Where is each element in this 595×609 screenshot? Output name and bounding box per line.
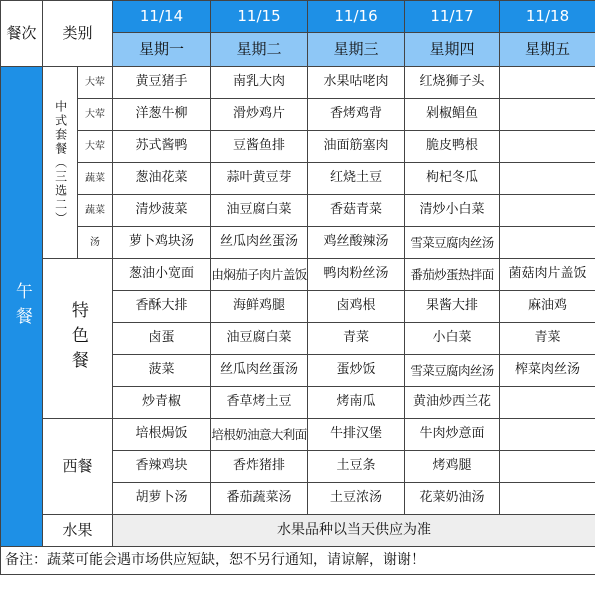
date-header-wed: 11/16 [308, 1, 405, 33]
dish-cell: 番茄蔬菜汤 [211, 483, 308, 515]
dish-cell: 鸭肉粉丝汤 [308, 259, 405, 291]
dish-cell: 果酱大排 [405, 291, 500, 323]
dish-cell: 鸡丝酸辣汤 [308, 227, 405, 259]
chinese-set-row [1, 163, 595, 195]
dish-cell: 卤蛋 [113, 323, 211, 355]
dish-cell: 萝卜鸡块汤 [113, 227, 211, 259]
dish-cell [500, 483, 595, 515]
weekday-header-tue: 星期二 [211, 33, 308, 67]
dish-cell: 胡萝卜汤 [113, 483, 211, 515]
western-label: 西餐 [43, 419, 113, 515]
dish-cell: 油面筋塞肉 [308, 131, 405, 163]
weekday-header-mon: 星期一 [113, 33, 211, 67]
dish-subtype-label: 蔬菜 [78, 195, 113, 227]
dish-cell-empty [500, 163, 595, 195]
dish-cell: 丝瓜肉丝蛋汤 [211, 355, 308, 387]
dish-cell: 菠菜 [113, 355, 211, 387]
weekday-header-wed: 星期三 [308, 33, 405, 67]
dish-cell: 由焖茄子肉片盖饭 [211, 259, 308, 291]
chinese-set-row [1, 195, 595, 227]
dish-cell: 清炒菠菜 [113, 195, 211, 227]
dish-cell: 番茄炒蛋热拌面 [405, 259, 500, 291]
dish-cell [500, 419, 595, 451]
fruit-label: 水果 [43, 515, 113, 547]
footer-note: 备注：蔬菜可能会遇市场供应短缺，恕不另行通知，请谅解，谢谢！ [1, 547, 595, 575]
dish-cell: 培根焗饭 [113, 419, 211, 451]
dish-cell: 红烧狮子头 [405, 67, 500, 99]
dish-cell: 炒青椒 [113, 387, 211, 419]
date-header-tue: 11/15 [211, 1, 308, 33]
chinese-set-row [1, 99, 595, 131]
dish-cell: 蒜叶黄豆芽 [211, 163, 308, 195]
dish-cell: 雪菜豆腐肉丝汤 [405, 355, 500, 387]
dish-cell: 黄油炒西兰花 [405, 387, 500, 419]
weekday-header-fri: 星期五 [500, 33, 595, 67]
dish-cell: 脆皮鸭根 [405, 131, 500, 163]
dish-cell-empty [500, 131, 595, 163]
dish-cell: 榨菜肉丝汤 [500, 355, 595, 387]
chinese-set-row [1, 227, 595, 259]
dish-cell: 豆酱鱼排 [211, 131, 308, 163]
dish-cell: 香烤鸡背 [308, 99, 405, 131]
chinese-set-row [1, 67, 595, 99]
dish-cell: 烤鸡腿 [405, 451, 500, 483]
dish-cell: 苏式酱鸭 [113, 131, 211, 163]
dish-cell [500, 387, 595, 419]
dish-cell: 土豆浓汤 [308, 483, 405, 515]
dish-cell: 小白菜 [405, 323, 500, 355]
dish-cell: 清炒小白菜 [405, 195, 500, 227]
dish-subtype-label: 大荤 [78, 131, 113, 163]
dish-cell: 香炸猪排 [211, 451, 308, 483]
dish-cell: 南乳大肉 [211, 67, 308, 99]
chinese-set-label: 中式套餐（三选二） [43, 67, 78, 259]
date-header-thu: 11/17 [405, 1, 500, 33]
dish-cell-empty [500, 227, 595, 259]
dish-cell: 培根奶油意大利面 [211, 419, 308, 451]
special-row [1, 259, 595, 291]
dish-cell: 葱油小宽面 [113, 259, 211, 291]
dish-cell: 洋葱牛柳 [113, 99, 211, 131]
dish-cell: 油豆腐白菜 [211, 323, 308, 355]
dish-cell: 海鲜鸡腿 [211, 291, 308, 323]
date-header-mon: 11/14 [113, 1, 211, 33]
chinese-set-row [1, 131, 595, 163]
dish-cell [500, 451, 595, 483]
dish-cell: 卤鸡根 [308, 291, 405, 323]
dish-subtype-label: 蔬菜 [78, 163, 113, 195]
dish-cell: 麻油鸡 [500, 291, 595, 323]
category-header: 类别 [43, 1, 113, 67]
dish-subtype-label: 汤 [78, 227, 113, 259]
dish-cell: 土豆条 [308, 451, 405, 483]
western-row [1, 419, 595, 451]
dish-cell: 雪菜豆腐肉丝汤 [405, 227, 500, 259]
dish-cell: 油豆腐白菜 [211, 195, 308, 227]
dish-cell: 丝瓜肉丝蛋汤 [211, 227, 308, 259]
dish-subtype-label: 大荤 [78, 67, 113, 99]
dish-cell: 红烧土豆 [308, 163, 405, 195]
lunch-label: 午餐 [1, 67, 43, 547]
dish-cell: 葱油花菜 [113, 163, 211, 195]
dish-cell: 蛋炒饭 [308, 355, 405, 387]
dish-cell: 菌菇肉片盖饭 [500, 259, 595, 291]
fruit-note: 水果品种以当天供应为准 [113, 515, 595, 547]
dish-cell: 水果咕咾肉 [308, 67, 405, 99]
dish-cell: 香草烤土豆 [211, 387, 308, 419]
dish-cell: 剁椒鲳鱼 [405, 99, 500, 131]
dish-subtype-label: 大荤 [78, 99, 113, 131]
dish-cell: 青菜 [500, 323, 595, 355]
weekday-header-thu: 星期四 [405, 33, 500, 67]
dish-cell-empty [500, 67, 595, 99]
dish-cell: 青菜 [308, 323, 405, 355]
dish-cell: 枸杞冬瓜 [405, 163, 500, 195]
dish-cell: 香辣鸡块 [113, 451, 211, 483]
dish-cell: 黄豆猪手 [113, 67, 211, 99]
dish-cell-empty [500, 195, 595, 227]
meal-header: 餐次 [1, 1, 43, 67]
footer-note-row [1, 547, 595, 575]
fruit-row [1, 515, 595, 547]
dish-cell: 牛排汉堡 [308, 419, 405, 451]
dish-cell-empty [500, 99, 595, 131]
special-label: 特色餐 [43, 259, 113, 419]
dish-cell: 花菜奶油汤 [405, 483, 500, 515]
dish-cell: 烤南瓜 [308, 387, 405, 419]
date-header-row [1, 1, 595, 33]
dish-cell: 滑炒鸡片 [211, 99, 308, 131]
dish-cell: 牛肉炒意面 [405, 419, 500, 451]
dish-cell: 香菇青菜 [308, 195, 405, 227]
dish-cell: 香酥大排 [113, 291, 211, 323]
date-header-fri: 11/18 [500, 1, 595, 33]
